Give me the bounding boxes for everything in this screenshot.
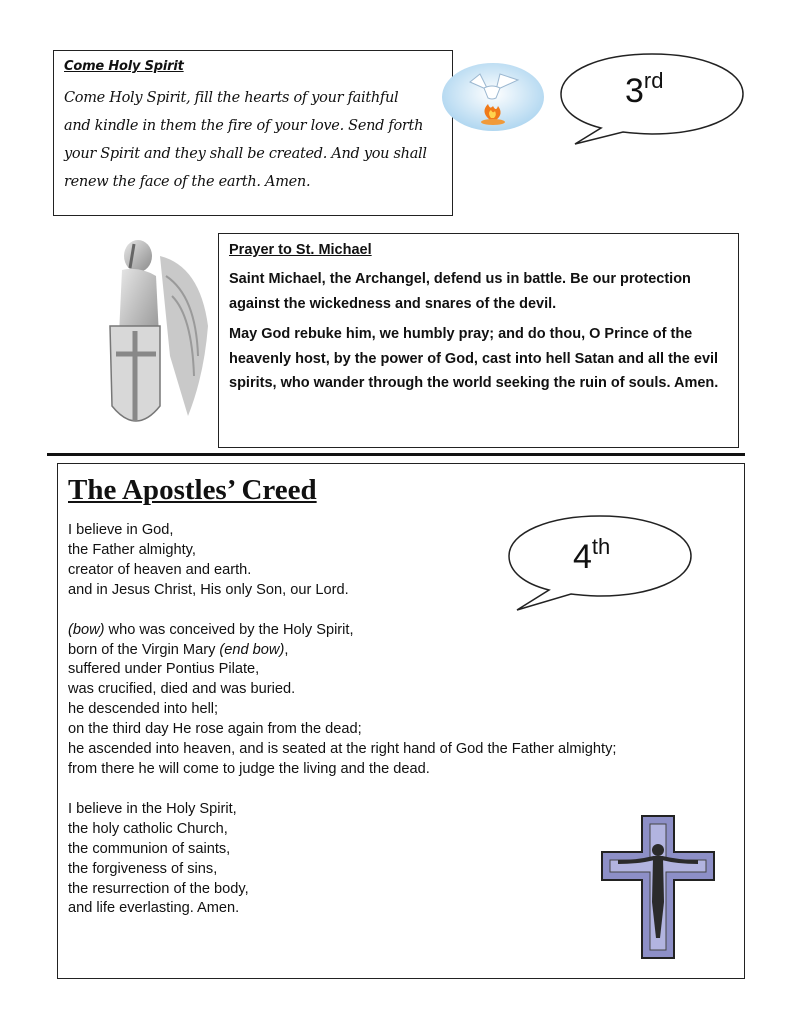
st-michael-title: Prayer to St. Michael	[229, 242, 372, 258]
creed-line: I believe in God,	[68, 522, 174, 538]
creed-title: The Apostles’ Creed	[68, 474, 317, 506]
creed-line: the holy catholic Church,	[68, 820, 228, 837]
bubble-3rd-label	[625, 68, 664, 111]
dove-flame-icon	[440, 60, 546, 134]
creed-text: born of the Virgin Mary	[68, 641, 220, 658]
come-holy-spirit-title: Come Holy Spirit	[64, 59, 184, 74]
creed-line: the resurrection of the body,	[68, 880, 249, 897]
ordinal-suffix: rd	[643, 68, 664, 93]
prayer-line: your Spirit and they shall be created. And you shall	[64, 146, 427, 162]
come-holy-spirit-text	[64, 84, 442, 196]
creed-line: he ascended into heaven, and is seated at the right hand of God the Father almighty;	[68, 741, 617, 758]
creed-line: suffered under Pontius Pilate,	[68, 661, 260, 678]
crucifix-icon	[598, 812, 718, 962]
creed-line: and life everlasting. Amen.	[68, 900, 240, 917]
ordinal-number: 3	[625, 72, 644, 110]
section-divider	[47, 453, 745, 456]
bubble-4th-label	[573, 534, 611, 577]
ordinal-number: 4	[573, 538, 592, 576]
come-holy-spirit-box	[53, 50, 453, 216]
creed-line: on the third day He rose again from the dead;	[68, 721, 362, 738]
prayer-line: renew the face of the earth. Amen.	[64, 174, 311, 190]
creed-line: the Father almighty,	[68, 541, 196, 558]
prayer-line: and kindle in them the fire of your love. Send forth	[64, 118, 424, 134]
prayer-line: Come Holy Spirit, fill the hearts of your faithful	[64, 90, 399, 106]
creed-line: the communion of saints,	[68, 840, 231, 857]
archangel-image	[100, 236, 212, 442]
creed-line: I believe in the Holy Spirit,	[68, 800, 237, 817]
creed-text: ,	[284, 641, 289, 658]
creed-line: and in Jesus Christ, His only Son, our Lord.	[68, 581, 349, 598]
creed-line: creator of heaven and earth.	[68, 561, 252, 578]
st-michael-box	[218, 233, 739, 448]
st-michael-paragraph: Saint Michael, the Archangel, defend us in battle. Be our protection against the wickedness and snares of the devil.	[229, 271, 691, 312]
creed-line: he descended into hell;	[68, 701, 219, 718]
bow-instruction: (bow)	[68, 621, 105, 638]
ordinal-suffix: th	[591, 534, 611, 559]
st-michael-paragraph: May God rebuke him, we humbly pray; and do thou, O Prince of the heavenly host, by the power of God, cast into hell Satan and all the evil spirits, who wander through the world seeking the ruin of souls. Amen.	[229, 326, 719, 391]
creed-line: was crucified, died and was buried.	[68, 681, 296, 698]
creed-text: who was conceived by the Holy Spirit,	[104, 621, 354, 638]
creed-line: from there he will come to judge the living and the dead.	[68, 760, 430, 777]
creed-line: the forgiveness of sins,	[68, 860, 218, 877]
end-bow-instruction: (end bow)	[219, 641, 285, 658]
creed-line	[68, 641, 734, 661]
creed-line	[68, 621, 734, 641]
